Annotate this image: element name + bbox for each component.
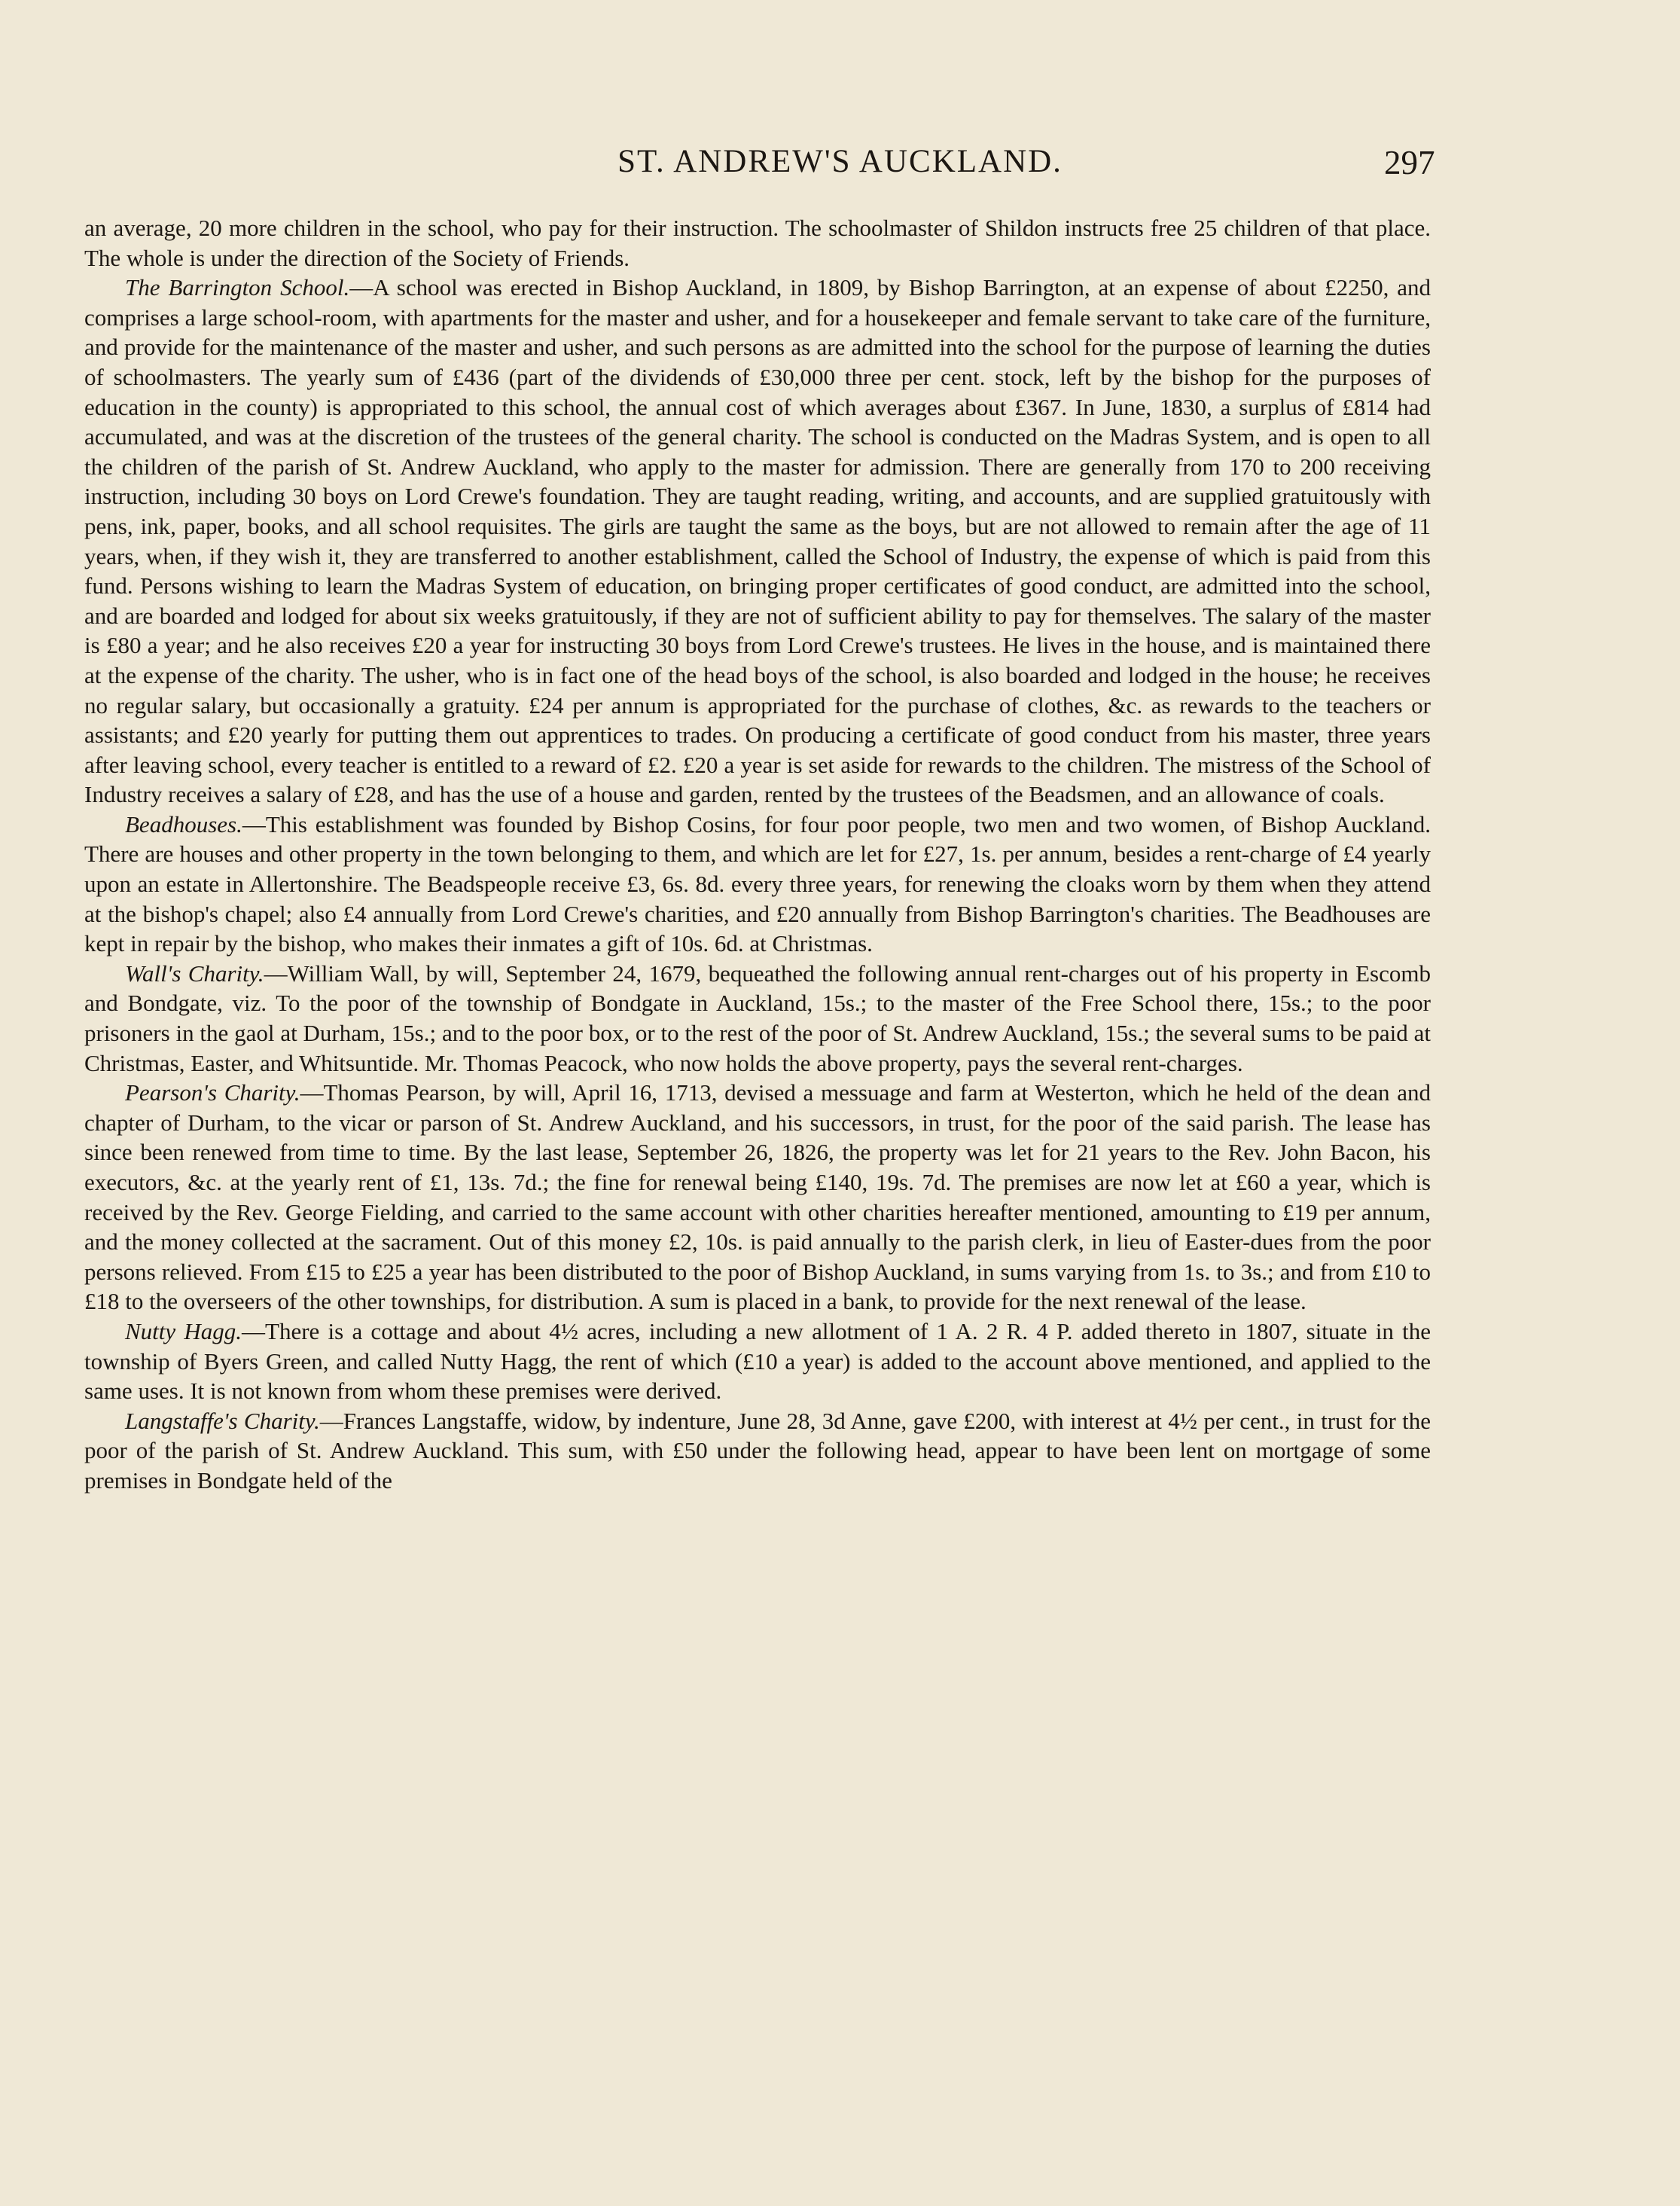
running-title: ST. ANDREW'S AUCKLAND. [617,144,1063,179]
paragraph-heading: Nutty Hagg. [125,1317,242,1344]
body-text [84,213,1431,1496]
page-header [0,143,1680,188]
paragraph-walls-charity [84,959,1431,1078]
paragraph-heading: Langstaffe's Charity. [125,1407,320,1434]
paragraph-nutty-hagg [84,1317,1431,1406]
paragraph-heading: Wall's Charity. [125,960,264,987]
paragraph-text: —Thomas Pearson, by will, April 16, 1713, devised a messuage and farm at Westerton, which he held of the dean and chapter of Durham, to the vicar or parson of St. Andrew Auckland, and his successors, in trust, for the poor of the said parish. The lease has since been renewed from time to time. By the last lease, September 26, 1826, the property was let for 21 years to the Rev. John Bacon, his executors, &c. at the yearly rent of £1, 13s. 7d.; the fine for renewal being £140, 19s. 7d. The premises are now let at £60 a year, which is received by the Rev. George Fielding, and carried to the same account with other charities hereafter mentioned, amounting to £19 per annum, and the money collected at the sacrament. Out of this money £2, 10s. is paid annually to the parish clerk, in lieu of Easter-dues from the poor persons relieved. From £15 to £25 a year has been distributed to the poor of Bishop Auckland, in sums varying from 1s. to 3s.; and from £10 to £18 to the overseers of the other townships, for distribution. A sum is placed in a bank, to provide for the next renewal of the lease. [84,1079,1431,1315]
paragraph-continuation [84,213,1431,273]
paragraph-barrington-school [84,273,1431,810]
paragraph-text: —William Wall, by will, September 24, 1679, bequeathed the following annual rent-charges out of his property in Escomb and Bondgate, viz. To the poor of the township of Bondgate in Auckland, 15s.; to the master of the Free School there, 15s.; to the poor prisoners in the gaol at Durham, 15s.; and to the poor box, or to the rest of the poor of St. Andrew Auckland, 15s.; the several sums to be paid at Christmas, Easter, and Whitsuntide. Mr. Thomas Peacock, who now holds the above property, pays the several rent-charges. [84,960,1431,1076]
paragraph-heading: Beadhouses. [125,810,242,838]
paragraph-pearsons-charity [84,1078,1431,1317]
paragraph-beadhouses [84,810,1431,959]
paragraph-text: —A school was erected in Bishop Auckland, in 1809, by Bishop Barrington, at an expense of about £2250, and comprises a large school-room, with apartments for the master and usher, and for a housekeeper and female servant to take care of the furniture, and provide for the maintenance of the master and usher, and such persons as are admitted into the school for the purpose of learning the duties of schoolmasters. The yearly sum of £436 (part of the dividends of £30,000 three per cent. stock, left by the bishop for the purposes of education in the county) is appropriated to this school, the annual cost of which averages about £367. In June, 1830, a surplus of £814 had accumulated, and was at the discretion of the trustees of the general charity. The school is conducted on the Madras System, and is open to all the children of the parish of St. Andrew Auckland, who apply to the master for admission. There are generally from 170 to 200 receiving instruction, including 30 boys on Lord Crewe's foundation. They are taught reading, writing, and accounts, and are supplied gratuitously with pens, ink, paper, books, and all school requisites. The girls are taught the same as the boys, but are not allowed to remain after the age of 11 years, when, if they wish it, they are transferred to another establishment, called the School of Industry, the expense of which is paid from this fund. Persons wishing to learn the Madras System of education, on bringing proper certificates of good conduct, are admitted into the school, and are boarded and lodged for about six weeks gratuitously, if they are not of sufficient ability to pay for themselves. The salary of the master is £80 a year; and he also receives £20 a year for instructing 30 boys from Lord Crewe's trustees. He lives in the house, and is maintained there at the expense of the charity. The usher, who is in fact one of the head boys of the school, is also boarded and lodged in the house; he receives no regular salary, but occasionally a gratuity. £24 per annum is appropriated for the purchase of clothes, &c. as rewards to the teachers or assistants; and £20 yearly for putting them out apprentices to trades. On producing a certificate of good conduct from his master, three years after leaving school, every teacher is entitled to a reward of £2. £20 a year is set aside for rewards to the children. The mistress of the School of Industry receives a salary of £28, and has the use of a house and garden, rented by the trustees of the Beadsmen, and an allowance of coals. [84,274,1431,808]
paragraph-text: an average, 20 more children in the school, who pay for their instruction. The schoolmaster of Shildon instructs free 25 children of that place. The whole is under the direction of the Society of Friends. [84,215,1431,271]
paragraph-langstaffes-charity [84,1406,1431,1496]
paragraph-heading: Pearson's Charity. [125,1079,300,1106]
paragraph-text: —This establishment was founded by Bishop Cosins, for four poor people, two men and two women, of Bishop Auckland. There are houses and other property in the town belonging to them, and which are let for £27, 1s. per annum, besides a rent-charge of £4 yearly upon an estate in Allertonshire. The Beadspeople receive £3, 6s. 8d. every three years, for renewing the cloaks worn by them when they attend at the bishop's chapel; also £4 annually from Lord Crewe's charities, and £20 annually from Bishop Barrington's charities. The Beadhouses are kept in repair by the bishop, who makes their inmates a gift of 10s. 6d. at Christmas. [84,810,1431,957]
paragraph-text: —Frances Langstaffe, widow, by indenture, June 28, 3d Anne, gave £200, with interest at 4½ per cent., in trust for the poor of the parish of St. Andrew Auckland. This sum, with £50 under the following head, appear to have been lent on mortgage of some premises in Bondgate held of the [84,1407,1431,1494]
paragraph-heading: The Barrington School. [125,274,350,301]
page-number: 297 [1384,144,1435,182]
paragraph-text: —There is a cottage and about 4½ acres, including a new allotment of 1 A. 2 R. 4 P. added thereto in 1807, situate in the township of Byers Green, and called Nutty Hagg, the rent of which (£10 a year) is added to the account above mentioned, and applied to the same uses. It is not known from whom these premises were derived. [84,1317,1431,1405]
